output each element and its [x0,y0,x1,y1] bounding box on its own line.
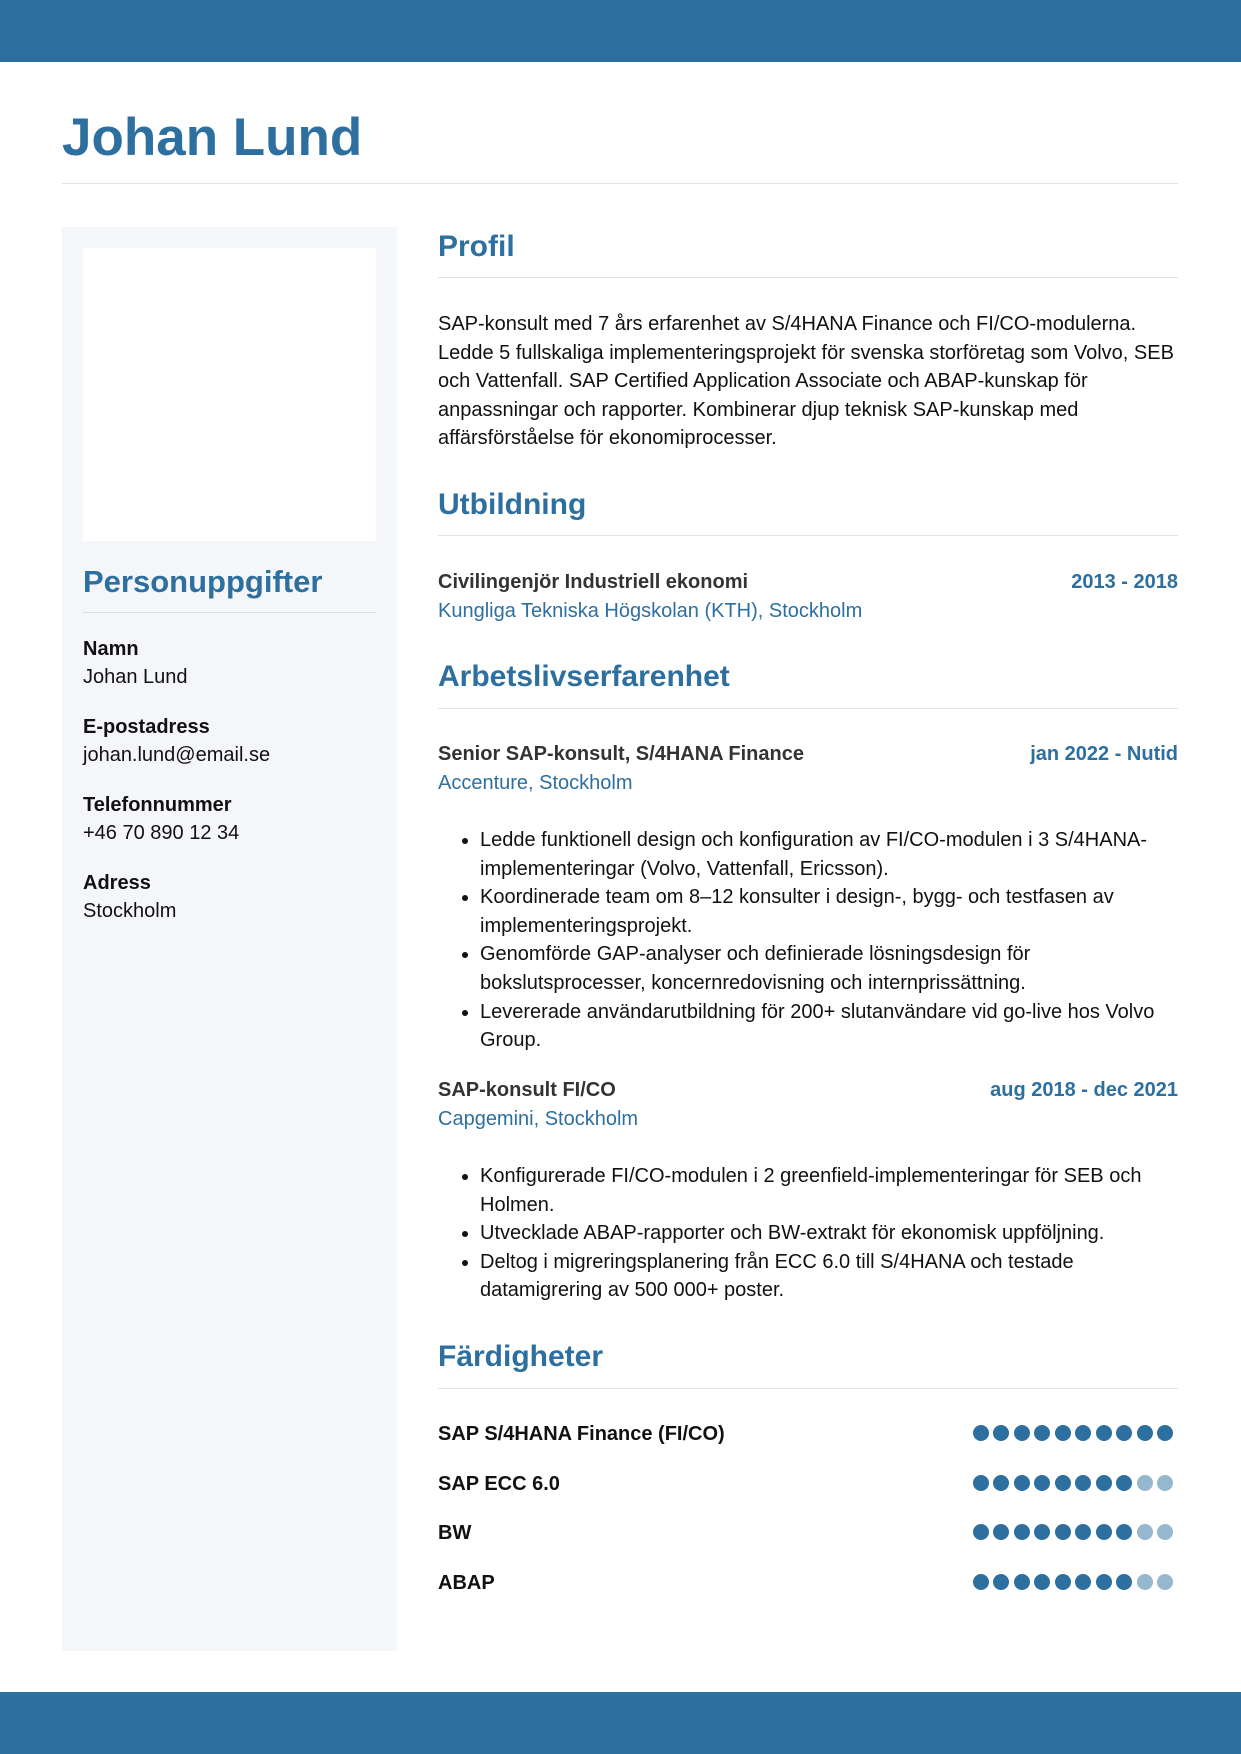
skill-rating [973,1425,1174,1441]
rating-dot-empty [1137,1524,1153,1540]
bottom-color-band [0,1692,1241,1754]
education-heading: Utbildning [438,488,587,521]
profile-summary: SAP-konsult med 7 års erfarenhet av S/4HANA Finance och FI/CO-modulerna. Ledde 5 fullskaliga implementeringsprojekt för svenska storföretag som Volvo, SEB och Vattenfall. SAP Certified Application Associate och ABAP-kunskap för anpassningar och rapporter. Kombinerar djup teknisk SAP-kunskap med affärsförståelse för ekonomiprocesser. [438,313,1174,450]
rating-dot-filled [1055,1574,1071,1590]
profile-divider [438,277,1178,278]
sidebar [62,227,397,1651]
rating-dot-empty [1137,1475,1153,1491]
skill-rating [973,1475,1174,1491]
skill-name: SAP ECC 6.0 [438,1473,560,1495]
rating-dot-filled [973,1425,989,1441]
rating-dot-filled [993,1475,1009,1491]
rating-dot-filled [1034,1475,1050,1491]
job-title: Senior SAP-konsult, S/4HANA Finance [438,743,804,765]
rating-dot-filled [1116,1574,1132,1590]
rating-dot-filled [1096,1524,1112,1540]
contact-value: +46 70 890 12 34 [83,822,240,844]
contact-value: Stockholm [83,900,177,922]
rating-dot-filled [1116,1425,1132,1441]
contact-value: Johan Lund [83,666,188,688]
rating-dot-filled [1014,1475,1030,1491]
top-color-band [0,0,1241,62]
job-bullet-list [438,826,1178,1055]
job-company: Accenture, Stockholm [438,772,633,794]
job-bullet: • Levererade användarutbildning för 200+ slutanvändare vid go-live hos Volvo Group. [480,998,1178,1055]
skill-row [438,1469,1178,1499]
contact-name [83,635,383,691]
rating-dot-filled [993,1524,1009,1540]
rating-dot-filled [1014,1524,1030,1540]
job-title: SAP-konsult FI/CO [438,1079,616,1101]
rating-dot-filled [973,1475,989,1491]
contact-address [83,869,383,925]
skill-row [438,1419,1178,1449]
education-dates: 2013 - 2018 [1071,571,1178,593]
rating-dot-filled [1055,1524,1071,1540]
contact-label: Namn [83,638,139,660]
rating-dot-empty [1157,1475,1173,1491]
rating-dot-filled [1096,1425,1112,1441]
rating-dot-filled [1116,1524,1132,1540]
rating-dot-empty [1137,1574,1153,1590]
job-bullet: • Utvecklade ABAP-rapporter och BW-extrakt för ekonomisk uppföljning. [480,1219,1178,1248]
name-divider [62,183,1178,184]
profile-photo-placeholder [83,248,376,541]
job-bullet: • Deltog i migreringsplanering från ECC 6.0 till S/4HANA och testade datamigrering av 500 000+ poster. [480,1248,1178,1305]
skill-row [438,1568,1178,1598]
rating-dot-filled [993,1574,1009,1590]
contact-label: Adress [83,872,151,894]
experience-divider [438,708,1178,709]
education-school: Kungliga Tekniska Högskolan (KTH), Stockholm [438,600,863,622]
skill-name: ABAP [438,1572,495,1594]
profile-heading: Profil [438,230,515,263]
skill-name: BW [438,1522,472,1544]
rating-dot-filled [993,1425,1009,1441]
job-bullet: • Ledde funktionell design och konfiguration av FI/CO-modulen i 3 S/4HANA-implementeringar (Volvo, Vattenfall, Ericsson). [480,826,1178,883]
skills-divider [438,1388,1178,1389]
contact-value: johan.lund@email.se [83,744,271,766]
skill-row [438,1518,1178,1548]
rating-dot-empty [1157,1574,1173,1590]
rating-dot-empty [1157,1524,1173,1540]
rating-dot-filled [973,1524,989,1540]
rating-dot-filled [1034,1425,1050,1441]
rating-dot-filled [1034,1524,1050,1540]
job-dates: jan 2022 - Nutid [1030,743,1178,765]
rating-dot-filled [1137,1425,1153,1441]
experience-heading: Arbetslivserfarenhet [438,660,730,693]
rating-dot-filled [1014,1574,1030,1590]
contact-label: E-postadress [83,716,210,738]
rating-dot-filled [1034,1574,1050,1590]
rating-dot-filled [1055,1425,1071,1441]
rating-dot-filled [1055,1475,1071,1491]
job-bullet: • Konfigurerade FI/CO-modulen i 2 greenfield-implementeringar för SEB och Holmen. [480,1162,1178,1219]
skill-rating [973,1574,1174,1590]
skill-name: SAP S/4HANA Finance (FI/CO) [438,1423,725,1445]
contact-phone [83,791,383,847]
contact-email [83,713,383,769]
rating-dot-filled [1075,1425,1091,1441]
candidate-name: Johan Lund [62,108,363,167]
job-dates: aug 2018 - dec 2021 [990,1079,1178,1101]
job-bullet: • Genomförde GAP-analyser och definierade lösningsdesign för bokslutsprocesser, koncernredovisning och internprissättning. [480,940,1178,997]
rating-dot-filled [1096,1475,1112,1491]
education-degree: Civilingenjör Industriell ekonomi [438,571,749,593]
rating-dot-filled [1116,1475,1132,1491]
rating-dot-filled [1096,1574,1112,1590]
contact-label: Telefonnummer [83,794,232,816]
personal-info-heading: Personuppgifter [83,564,323,599]
rating-dot-filled [1075,1475,1091,1491]
education-divider [438,535,1178,536]
skills-heading: Färdigheter [438,1340,604,1373]
job-bullet: • Koordinerade team om 8–12 konsulter i design-, bygg- och testfasen av implementeringsprojekt. [480,883,1178,940]
job-bullet-list [438,1162,1178,1305]
rating-dot-filled [1075,1524,1091,1540]
rating-dot-filled [1157,1425,1173,1441]
rating-dot-filled [973,1574,989,1590]
job-company: Capgemini, Stockholm [438,1108,639,1130]
skill-rating [973,1524,1174,1540]
rating-dot-filled [1014,1425,1030,1441]
personal-info-divider [83,612,376,613]
rating-dot-filled [1075,1574,1091,1590]
